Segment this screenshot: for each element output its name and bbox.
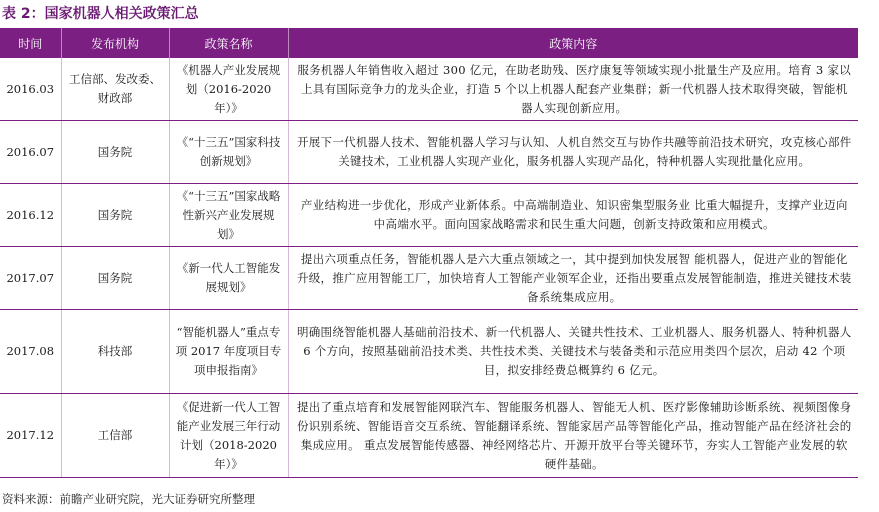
header-date: 时间: [0, 28, 61, 58]
cell-content: 提出六项重点任务，智能机器人是六大重点领域之一，其中提到加快发展智 能机器人，促进产业的智能化升级，推广应用智能工厂，加快培育人工智能产业领军企业，还指出要重点发展智能制造，推进关键技术装备系统集成应用。: [288, 247, 858, 310]
cell-content: 服务机器人年销售收入超过 300 亿元，在助老助残、医疗康复等领域实现小批量生产及应用。培育 3 家以上具有国际竞争力的龙头企业，打造 5 个以上机器人配套产业集群；新一代机器人技术取得突破，智能机器人实现创新应用。: [288, 58, 858, 121]
header-content: 政策内容: [288, 28, 858, 58]
cell-policy: 《新一代人工智能发展规划》: [169, 247, 288, 310]
cell-content: 提出了重点培育和发展智能网联汽车、智能服务机器人、智能无人机、医疗影像辅助诊断系统、视频图像身份识别系统、智能语音交互系统、智能翻译系统、智能家居产品等智能化产品，推动智能产品在经济社会的集成应用。 重点发展智能传感器、神经网络芯片、开源开放平台等关键环节，夯实人工智能产业发展的软硬件基础。: [288, 394, 858, 478]
cell-org: 国务院: [61, 247, 169, 310]
cell-date: 2016.12: [0, 184, 61, 247]
cell-policy: 《机器人产业发展规划（2016-2020 年）》: [169, 58, 288, 121]
cell-content: 明确围绕智能机器人基础前沿技术、新一代机器人、关键共性技术、工业机器人、服务机器人、特种机器人 6 个方向，按照基础前沿技术类、共性技术类、关键技术与装备类和示范应用类四个层次，启动 42 个项目，拟安排经费总概算约 6 亿元。: [288, 310, 858, 394]
header-org: 发布机构: [61, 28, 169, 58]
policy-table: [0, 28, 858, 478]
cell-content: 产业结构进一步优化，形成产业新体系。中高端制造业、知识密集型服务业 比重大幅提升，支撑产业迈向中高端水平。面向国家战略需求和民生重大问题，创新支持政策和应用模式。: [288, 184, 858, 247]
cell-date: 2017.08: [0, 310, 61, 394]
cell-policy: “智能机器人”重点专项 2017 年度项目专项申报指南》: [169, 310, 288, 394]
source-note: 资料来源：前瞻产业研究院，光大证券研究所整理: [2, 492, 255, 506]
cell-org: 国务院: [61, 121, 169, 184]
table-row: [0, 247, 858, 310]
table-header-row: [0, 28, 858, 58]
table-row: [0, 58, 858, 121]
cell-org: 科技部: [61, 310, 169, 394]
cell-org: 工信部: [61, 394, 169, 478]
table-row: [0, 184, 858, 247]
cell-org: 工信部、发改委、财政部: [61, 58, 169, 121]
table-row: [0, 394, 858, 478]
table-row: [0, 310, 858, 394]
cell-date: 2017.12: [0, 394, 61, 478]
cell-org: 国务院: [61, 184, 169, 247]
cell-policy: 《促进新一代人工智能产业发展三年行动计划（2018-2020 年）》: [169, 394, 288, 478]
cell-date: 2016.07: [0, 121, 61, 184]
cell-content: 开展下一代机器人技术、智能机器人学习与认知、人机自然交互与协作共融等前沿技术研究，攻克核心部件关键技术，工业机器人实现产业化，服务机器人实现产品化，特种机器人实现批量化应用。: [288, 121, 858, 184]
cell-date: 2016.03: [0, 58, 61, 121]
cell-date: 2017.07: [0, 247, 61, 310]
table-title: 表 2：国家机器人相关政策汇总: [2, 6, 199, 22]
cell-policy: 《“十三五”国家战略性新兴产业发展规划》: [169, 184, 288, 247]
cell-policy: 《“十三五”国家科技创新规划》: [169, 121, 288, 184]
table-row: [0, 121, 858, 184]
header-policy: 政策名称: [169, 28, 288, 58]
